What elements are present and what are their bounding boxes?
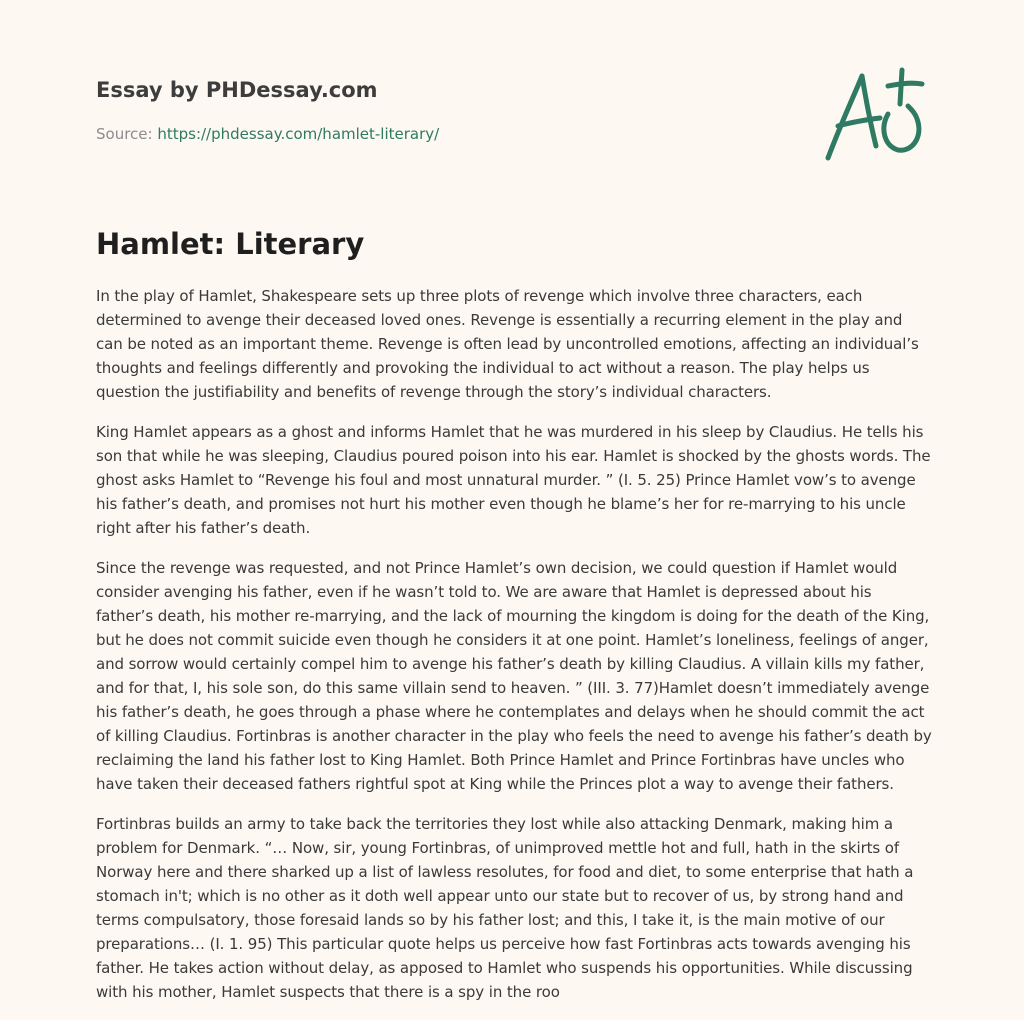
paragraph: Fortinbras builds an army to take back the territories they lost while also attacking Denmark, making him a problem for Denmark. “… Now, sir, young Fortinbras, of unimproved mettle hot and full, hath in the skirts of Norway here and there sharked up a list of lawless resolutes, for food and diet, to some enterprise that hath a stomach in't; which is no other as it doth well appear unto our state but to recover of us, by strong hand and terms compulsatory, those foresaid lands so by his father lost; and this, I take it, is the main motive of our preparations… (I. 1. 95) This particular quote helps us perceive how fast Fortinbras acts towards avenging his father. He takes action without delay, as apposed to Hamlet who suspends his opportunities. While discussing with his mother, Hamlet suspects that there is a spy in the roo — [96, 815, 914, 1001]
article-body — [96, 284, 932, 1020]
paragraph: King Hamlet appears as a ghost and informs Hamlet that he was murdered in his sleep by Claudius. He tells his son that while he was sleeping, Claudius poured poison into his ear. Hamlet is shocked by the ghosts words. The ghost asks Hamlet to “Revenge his foul and most unnatural murder. ” (I. 5. 25) Prince Hamlet vow’s to avenge his father’s death, and promises not hurt his mother even though he blame’s her for re-marrying to his uncle right after his father’s death. — [96, 423, 931, 537]
page-header — [96, 76, 796, 144]
paragraph: Since the revenge was requested, and not Prince Hamlet’s own decision, we could question if Hamlet would consider avenging his father, even if he wasn’t told to. We are aware that Hamlet is depressed about his father’s death, his mother re-marrying, and the lack of mourning the kingdom is doing for the death of the King, but he does not commit suicide even though he considers it at one point. Hamlet’s loneliness, feelings of anger, and sorrow would certainly compel him to avenge his father’s death by killing Claudius. A villain kills my father, and for that, I, his sole son, do this same villain send to heaven. ” (III. 3. 77)Hamlet doesn’t immediately avenge his father’s death, he goes through a phase where he contemplates and delays when he should commit the act of killing Claudius. Fortinbras is another character in the play who feels the need to avenge his father’s death by reclaiming the land his father lost to King Hamlet. Both Prince Hamlet and Prince Fortinbras have uncles who have taken their deceased fathers rightful spot at King while the Princes plot a way to avenge their fathers. — [96, 559, 932, 793]
a-plus-grade-icon — [818, 64, 930, 168]
source-line — [96, 124, 796, 144]
site-brand: Essay by PHDessay.com — [96, 78, 378, 102]
article-title: Hamlet: Literary — [96, 227, 365, 261]
source-label: Source: — [96, 125, 158, 143]
source-link[interactable]: https://phdessay.com/hamlet-literary/ — [157, 125, 440, 143]
paragraph: In the play of Hamlet, Shakespeare sets up three plots of revenge which involve three characters, each determined to avenge their deceased loved ones. Revenge is essentially a recurring element in the play and can be noted as an important theme. Revenge is often lead by uncontrolled emotions, affecting an individual’s thoughts and feelings differently and provoking the individual to act without a reason. The play helps us question the justifiability and benefits of revenge through the story’s individual characters. — [96, 287, 919, 401]
